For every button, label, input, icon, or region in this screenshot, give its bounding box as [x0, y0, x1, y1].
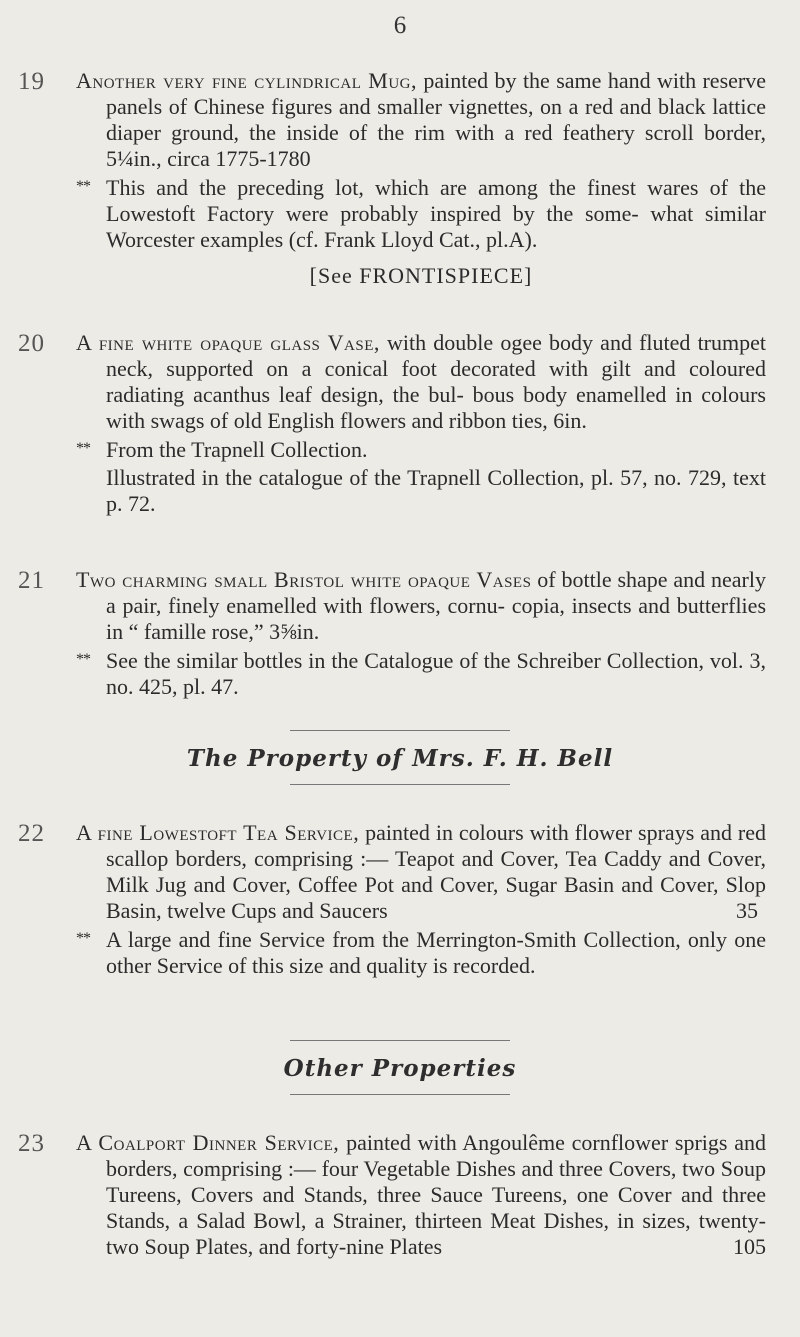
lot-note: ** A large and fine Service from the Merrington-Smith Collection, only one other Service of this size and quality is recorded. — [76, 927, 766, 978]
lot-text — [76, 1130, 766, 1260]
asterism-icon: ** — [76, 930, 90, 947]
section-heading — [0, 1040, 800, 1095]
lot-number: 21 — [18, 567, 45, 594]
section-title: Other Properties — [283, 1055, 517, 1082]
divider — [290, 1094, 510, 1095]
lot-description — [76, 330, 766, 434]
lot-text — [76, 330, 766, 517]
lot-text — [76, 820, 766, 979]
lot-body: painted with Angoulême cornflower sprigs and borders, comprising :— four Vegetable Dishes and three Covers, two Soup Tureens, Covers and Stands, three Sauce Tureens, one Cover and three Stands, a Salad Bowl, a Strainer, thirteen Meat Dishes, in sizes, twenty-two Soup Plates, and forty-nine Plates — [106, 1130, 766, 1259]
section-title: The Property of Mrs. F. H. Bell — [186, 745, 614, 772]
lot-price: 105 — [733, 1234, 766, 1259]
asterism-icon: ** — [76, 440, 90, 457]
divider — [290, 1040, 510, 1041]
asterism-icon: ** — [76, 178, 90, 195]
lot-title: A fine white opaque glass Vase, — [76, 330, 380, 355]
page-number: 6 — [393, 12, 407, 39]
lot-title: Another very fine cylindrical Mug, — [76, 68, 418, 93]
lot-number: 22 — [18, 820, 45, 847]
lot-description — [76, 1130, 766, 1260]
lot-title: A fine Lowestoft Tea Service, — [76, 820, 360, 845]
lot-description — [76, 567, 766, 645]
lot-description — [76, 68, 766, 172]
lot-number: 19 — [18, 68, 45, 95]
lot-body: with double ogee body and fluted trumpet neck, supported on a conical foot decorated with gilt and coloured radiating acanthus leaf design, the bul- bous body enamelled in colours with swags of old English flowers and ribbon ties, 6in. — [106, 330, 766, 433]
asterism-icon: ** — [76, 651, 90, 668]
lot-text — [76, 567, 766, 700]
lot-body: painted in colours with flower sprays and red scallop borders, comprising :— Teapot and Cover, Tea Caddy and Cover, Milk Jug and Cover, Coffee Pot and Cover, Sugar Basin and Cover, Slop Basin, twelve Cups and Saucers — [106, 820, 767, 923]
lot-title: Two charming small Bristol white opaque Vases — [76, 567, 532, 592]
divider — [290, 784, 510, 785]
divider — [290, 730, 510, 731]
lot-note: ** See the similar bottles in the Catalogue of the Schreiber Collection, vol. 3, no. 425, pl. 47. — [76, 648, 766, 699]
frontispiece-reference: [See FRONTISPIECE] — [309, 263, 533, 288]
lot-note: ** From the Trapnell Collection. — [76, 437, 368, 462]
lot-number: 20 — [18, 330, 45, 357]
lot-title: A Coalport Dinner Service, — [76, 1130, 340, 1155]
lot-note: ** This and the preceding lot, which are among the finest wares of the Lowestoft Factory were probably inspired by the some- what similar Worcester examples (cf. Frank Lloyd Cat., pl.A). — [76, 175, 766, 252]
lot-number: 23 — [18, 1130, 45, 1157]
lot-body: painted by the same hand with reserve panels of Chinese figures and smaller vignettes, on a red and black lattice diaper ground, the inside of the rim with a red feathery scroll border, 5¼in., circa 1775-1780 — [106, 68, 766, 171]
section-heading — [0, 730, 800, 785]
lot-note: Illustrated in the catalogue of the Trapnell Collection, pl. 57, no. 729, text p. 72. — [106, 465, 766, 516]
lot-text — [76, 68, 766, 289]
lot-description: A fine Lowestoft Tea Service, painted in colours with flower sprays and red scallop borders, comprising :— Teapot and Cover, Tea Caddy and Cover, Milk Jug and Cover, Coffee Pot and Cover, Sugar Basin and Cover, Slop Basin, twelve Cups and Saucers 35 — [76, 820, 767, 923]
lot-body: of bottle shape and nearly a pair, finely enamelled with flowers, cornu- copia, insects and butterflies in “ famille rose,” 3⅝in. — [106, 567, 766, 644]
